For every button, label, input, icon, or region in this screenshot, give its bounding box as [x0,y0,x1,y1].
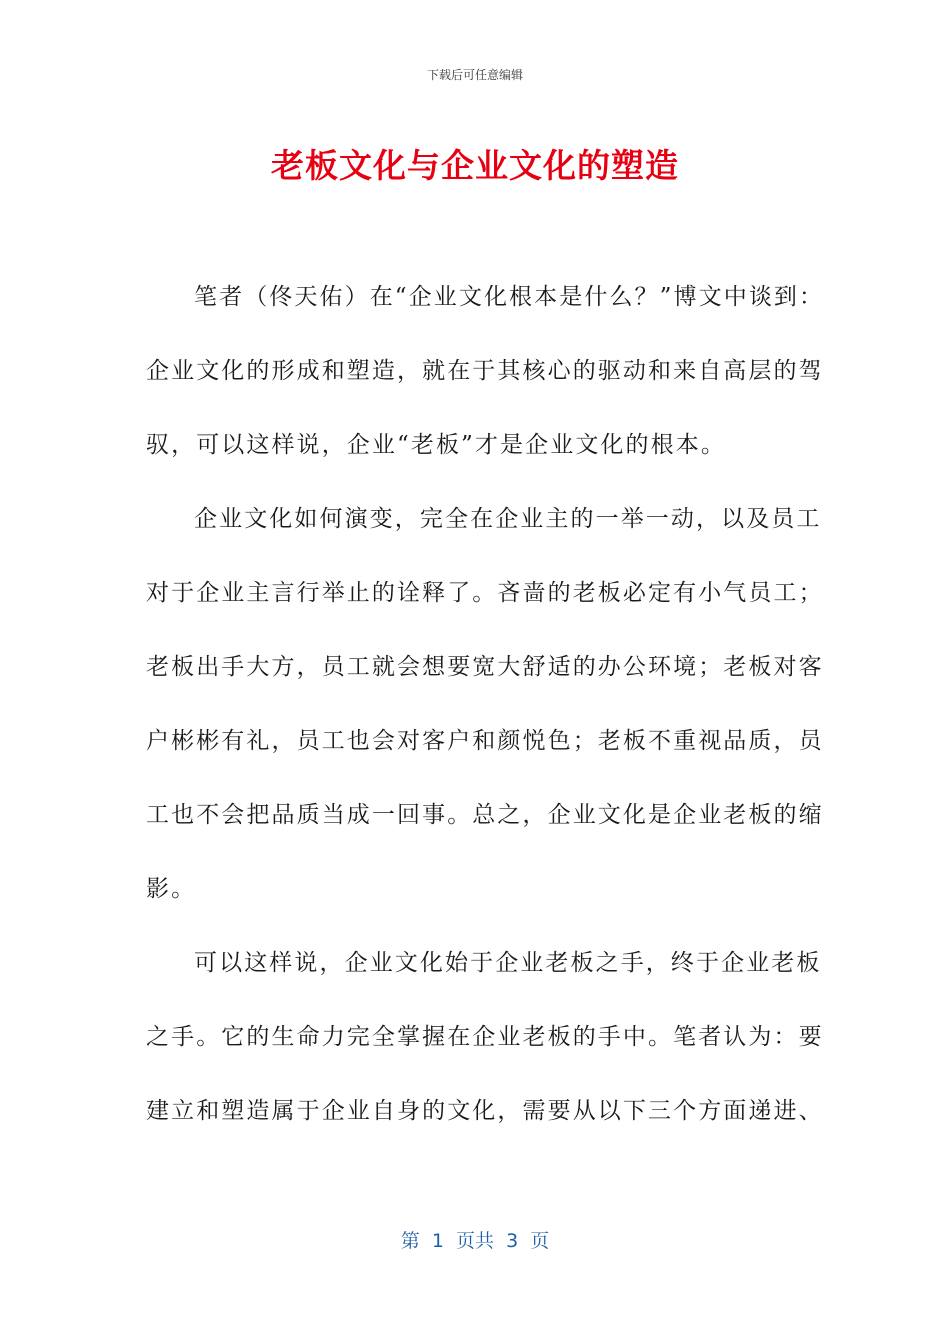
text-line: 笔者（佟天佑）在“企业文化根本是什么？”博文中谈到： [194,284,825,310]
document-body [146,270,825,1158]
text-line: 影。 [146,876,197,902]
text-line: 工也不会把品质当成一回事。总之，企业文化是企业老板的缩 [146,802,824,828]
text-line: 企业文化如何演变，完全在企业主的一举一动，以及员工 [194,506,822,532]
text-line: 建立和塑造属于企业自身的文化，需要从以下三个方面递进、 [146,1098,824,1124]
text-line: 对于企业主言行举止的诠释了。吝啬的老板必定有小气员工； [146,580,824,606]
document-title: 老板文化与企业文化的塑造 [271,146,679,185]
text-line: 可以这样说，企业文化始于企业老板之手，终于企业老板 [194,950,822,976]
text-line: 户彬彬有礼，员工也会对客户和颜悦色；老板不重视品质，员 [146,728,824,754]
header-note: 下载后可任意编辑 [426,68,523,82]
text-line: 之手。它的生命力完全掌握在企业老板的手中。笔者认为：要 [146,1024,824,1050]
text-line: 老板出手大方，员工就会想要宽大舒适的办公环境；老板对客 [146,654,824,680]
page-number-footer: 第 1 页共 3 页 [400,1230,550,1252]
text-line: 驭，可以这样说，企业“老板”才是企业文化的根本。 [146,432,726,458]
text-line: 企业文化的形成和塑造，就在于其核心的驱动和来自高层的驾 [146,358,824,384]
